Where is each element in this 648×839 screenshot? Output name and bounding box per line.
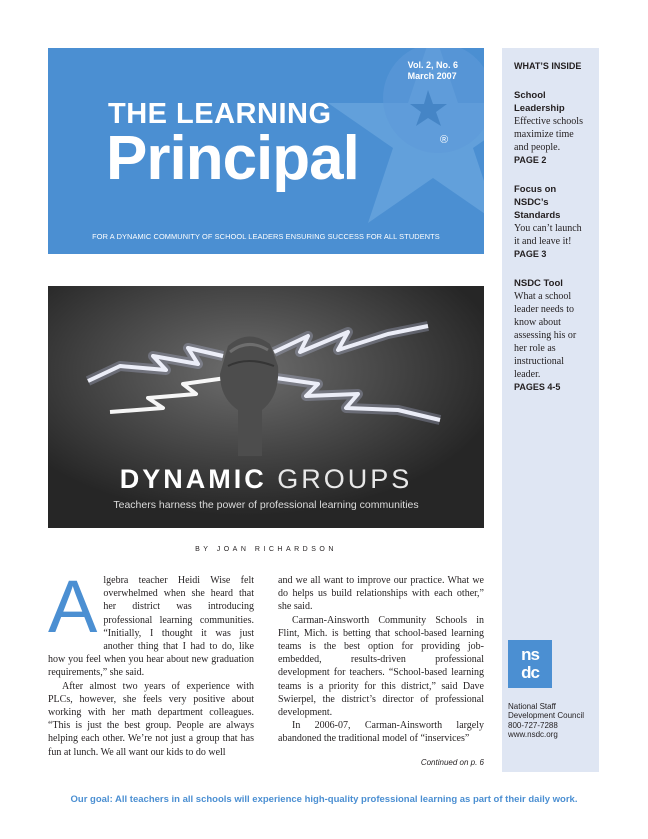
article-paragraph: In 2006-07, Carman-Ainsworth largely abandoned the traditional model of “inservices” [278, 720, 484, 745]
article-paragraph: and we all want to improve our practice. What we do helps us build relationships with each other,” she said. [278, 575, 484, 613]
registered-mark: ® [440, 134, 449, 146]
hero-title-light: GROUPS [277, 464, 413, 494]
org-phone: 800-727-7288 [508, 720, 558, 730]
continued-link[interactable]: Continued on p. 6 [420, 758, 484, 767]
sidebar-heading: WHAT’S INSIDE [514, 61, 582, 71]
tagline: FOR A DYNAMIC COMMUNITY OF SCHOOL LEADERS ENSURING SUCCESS FOR ALL STUDENTS [92, 232, 440, 241]
sidebar-item-title: Focus on NSDC’s Standards [514, 184, 561, 221]
hero-title [48, 464, 484, 495]
org-contact [508, 702, 596, 740]
sidebar-item-page: PAGE 2 [514, 155, 547, 165]
article-paragraph: Carman-Ainsworth Community Schools in Flint, Mich. is betting that school-based learning teams is the best option for providing job-embedded, results-driven professional development for teachers. “School-based learning teams is a priority for this district,” said Dave Swierpel, the district’s director of professional development. [278, 614, 484, 719]
title-main: Principal [106, 124, 359, 193]
issue-info [408, 60, 458, 82]
sidebar-item-title: School Leadership [514, 90, 565, 114]
sidebar-item-page: PAGES 4-5 [514, 382, 561, 392]
org-name: National Staff Development Council [508, 702, 585, 721]
goal-statement: Our goal: All teachers in all schools will experience high-quality professional learning as part of their daily work. [70, 794, 578, 805]
issue-volume: Vol. 2, No. 6 [407, 60, 458, 70]
sidebar-item-desc: What a school leader needs to know about assessing his or her role as instructional leader. [514, 291, 577, 380]
nsdc-logo [508, 640, 552, 688]
logo-text-bottom: dc [521, 663, 539, 682]
byline: BY JOAN RICHARDSON [195, 546, 337, 553]
article-paragraph [48, 565, 254, 680]
sidebar-item-desc: You can’t launch it and leave it! [514, 223, 582, 247]
sidebar-item-standards[interactable] [514, 183, 587, 261]
hero-image [48, 286, 484, 528]
drop-cap: A [48, 565, 98, 648]
article-column-1 [48, 565, 254, 759]
sidebar-item-desc: Effective schools maximize time and people. [514, 116, 583, 153]
hero-subtitle: Teachers harness the power of professional learning communities [113, 499, 419, 511]
sidebar-item-page: PAGE 3 [514, 249, 547, 259]
logo-text-top: ns [521, 645, 539, 664]
sidebar-item-school-leadership[interactable] [514, 89, 587, 167]
sidebar-item-title: NSDC Tool [514, 278, 563, 289]
article-paragraph-text: lgebra teacher Heidi Wise felt overwhelmed when she heard that her district was introducing professional learning communities. “Initially, I thought it was just another thing that I had to do, like how you feel when you hear about new graduation requirements,” she said. [48, 575, 254, 679]
article-paragraph: After almost two years of experience with PLCs, however, she feels very positive about working with her math department colleagues. “This is just the best group. People are always helping each other. We’re not just a group that has fun at lunch. We all want our kids to do well [48, 680, 254, 758]
article-column-2 [278, 574, 484, 746]
sidebar-item-nsdc-tool[interactable] [514, 277, 587, 394]
issue-date: March 2007 [407, 71, 457, 81]
hero-title-bold: DYNAMIC [119, 464, 267, 494]
org-website[interactable]: www.nsdc.org [508, 730, 558, 740]
masthead [48, 48, 484, 254]
title-top: THE LEARNING [108, 98, 332, 130]
